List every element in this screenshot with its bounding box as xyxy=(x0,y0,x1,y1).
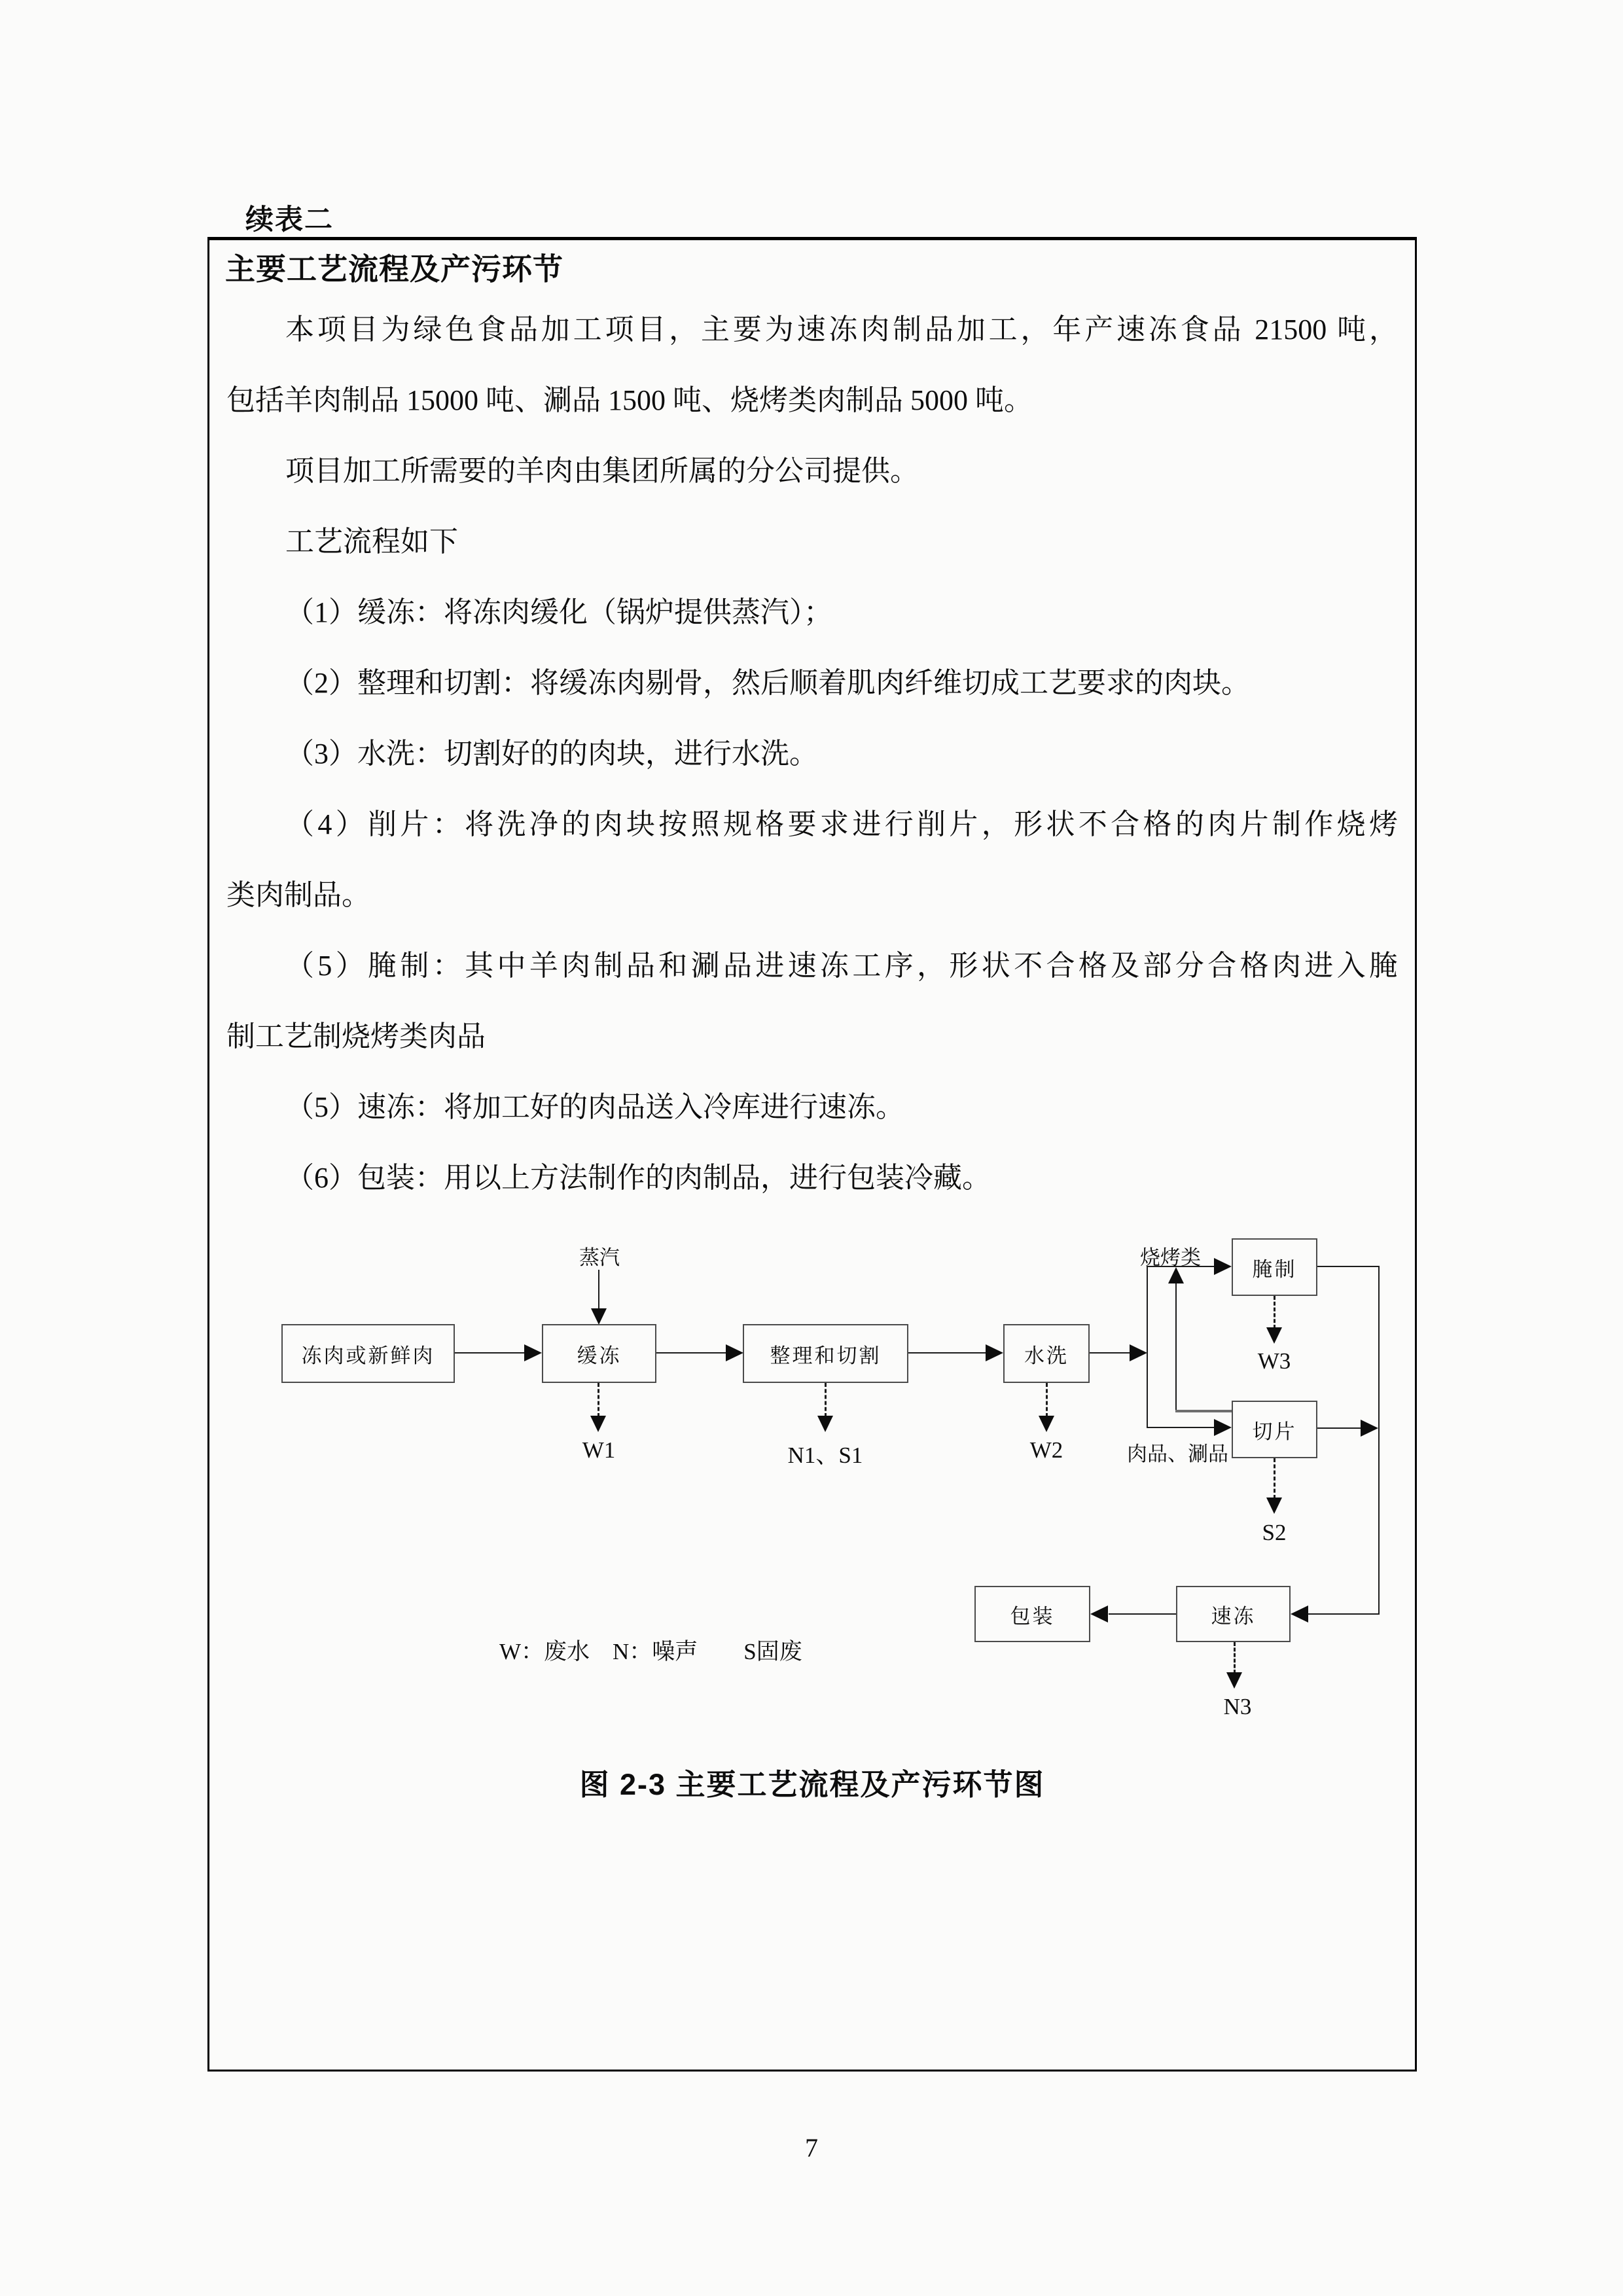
page-number: 7 xyxy=(805,2133,818,2162)
meat-branch-label: 肉品、涮品 xyxy=(1127,1443,1228,1465)
paragraph-line: （5）速冻：将加工好的肉品送入冷库进行速冻。 xyxy=(285,1091,904,1123)
arrowhead-icon xyxy=(1168,1267,1184,1283)
return-line-stub xyxy=(1175,1410,1232,1412)
return-line xyxy=(1175,1283,1177,1412)
arrowhead-icon xyxy=(1291,1605,1308,1623)
flow-line xyxy=(1147,1427,1215,1428)
paragraph-line: （5）腌制：其中羊肉制品和涮品进速冻工序，形状不合格及部分合格肉进入腌 xyxy=(285,950,1398,982)
paragraph-line: 制工艺制烧烤类肉品 xyxy=(226,1020,486,1052)
arrowhead-icon xyxy=(524,1344,542,1361)
paragraph-line: 包括羊肉制品 15000 吨、涮品 1500 吨、烧烤类肉制品 5000 吨。 xyxy=(226,384,1033,416)
node-marinate: 腌制 xyxy=(1232,1238,1317,1296)
paragraph-line: 项目加工所需要的羊肉由集团所属的分公司提供。 xyxy=(285,455,919,487)
continuation-table-label: 续表二 xyxy=(245,204,334,236)
dashed-line xyxy=(825,1383,827,1417)
output-w2-label: W2 xyxy=(1029,1437,1063,1463)
paragraph-line: （4）削片：将洗净的肉块按照规格要求进行削片，形状不合格的肉片制作烧烤 xyxy=(285,808,1398,840)
paragraph-line: （6）包装：用以上方法制作的肉制品，进行包装冷藏。 xyxy=(285,1162,991,1194)
arrowhead-icon xyxy=(1039,1416,1054,1432)
node-freeze: 速冻 xyxy=(1176,1586,1291,1642)
flow-line xyxy=(455,1352,526,1354)
dashed-line xyxy=(597,1383,599,1417)
steam-arrowhead-icon xyxy=(591,1308,607,1325)
paragraph-line: （2）整理和切割：将缓冻肉剔骨，然后顺着肌肉纤维切成工艺要求的肉块。 xyxy=(285,667,1250,699)
arrowhead-icon xyxy=(1214,1258,1232,1275)
flow-line xyxy=(1090,1352,1131,1354)
dashed-line xyxy=(1234,1642,1236,1674)
paragraph-line: （3）水洗：切割好的的肉块，进行水洗。 xyxy=(285,738,818,770)
flow-line xyxy=(1317,1266,1380,1267)
flow-line xyxy=(656,1352,727,1354)
arrowhead-icon xyxy=(726,1344,743,1361)
diagram-legend: W：废水 N：噪声 S固废 xyxy=(499,1639,802,1664)
arrowhead-icon xyxy=(1266,1498,1282,1514)
dashed-line xyxy=(1046,1383,1048,1417)
arrowhead-icon xyxy=(1130,1344,1147,1361)
paragraph-line: 工艺流程如下 xyxy=(285,526,458,558)
arrowhead-icon xyxy=(1266,1327,1282,1344)
arrowhead-icon xyxy=(817,1416,833,1432)
node-slice: 切片 xyxy=(1232,1401,1317,1458)
steam-arrow-line xyxy=(598,1270,599,1310)
output-w3-label: W3 xyxy=(1257,1348,1291,1374)
arrowhead-icon xyxy=(986,1344,1003,1361)
arrowhead-icon xyxy=(1361,1420,1378,1437)
arrowhead-icon xyxy=(1214,1419,1232,1436)
node-thaw: 缓冻 xyxy=(542,1324,656,1383)
collector-line xyxy=(1378,1266,1380,1615)
node-trim-cut: 整理和切割 xyxy=(743,1324,908,1383)
dashed-line xyxy=(1274,1458,1275,1499)
node-pack: 包装 xyxy=(974,1586,1090,1642)
bbq-branch-label: 烧烤类 xyxy=(1140,1246,1201,1269)
arrowhead-icon xyxy=(590,1416,606,1432)
paragraph-line: 类肉制品。 xyxy=(226,879,370,911)
dashed-line xyxy=(1274,1296,1275,1329)
arrowhead-icon xyxy=(1226,1672,1242,1689)
node-wash: 水洗 xyxy=(1003,1324,1090,1383)
output-n3-label: N3 xyxy=(1223,1694,1252,1719)
node-raw-meat: 冻肉或新鲜肉 xyxy=(281,1324,455,1383)
arrowhead-icon xyxy=(1090,1605,1108,1623)
paragraph-line: （1）缓冻：将冻肉缓化（锅炉提供蒸汽）； xyxy=(285,596,832,628)
paragraph-line: 本项目为绿色食品加工项目，主要为速冻肉制品加工，年产速冻食品 21500 吨， xyxy=(285,314,1398,346)
output-w1-label: W1 xyxy=(582,1437,616,1463)
output-s2-label: S2 xyxy=(1262,1520,1287,1545)
branch-line xyxy=(1147,1266,1148,1428)
flow-line xyxy=(1317,1427,1362,1429)
figure-caption: 图 2-3 主要工艺流程及产污环节图 xyxy=(579,1768,1045,1801)
flow-line xyxy=(908,1352,987,1354)
table-header: 主要工艺流程及产污环节 xyxy=(225,252,563,286)
steam-label: 蒸汽 xyxy=(579,1246,620,1269)
flow-line xyxy=(1109,1613,1176,1615)
output-n1s1-label: N1、S1 xyxy=(787,1443,863,1468)
flow-line xyxy=(1308,1613,1379,1615)
